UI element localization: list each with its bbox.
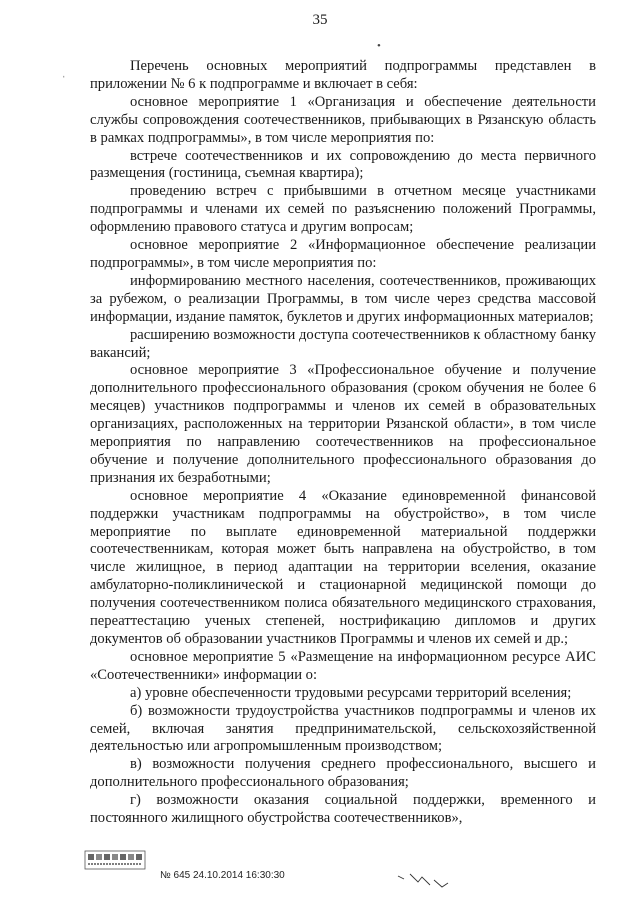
paragraph-measure-3: основное мероприятие 3 «Профессиональное обучение и получение дополнительного профессионального образования (сроком обучения не более 6 месяцев) участников подпрограммы и членов их семей в образовательных организациях, расположенных на территории Рязанской области», в том числе мероприятия по направлению соотечественников на профессиональное обучение и получение дополнительного профессионального образования до признания их безработными;: [90, 362, 596, 486]
paragraph-measure-5: основное мероприятие 5 «Размещение на информационном ресурсе АИС «Соотечественники» информации о:: [90, 648, 596, 683]
paragraph-measure-2: основное мероприятие 2 «Информационное обеспечение реализации подпрограммы», в том числе мероприятия по:: [90, 237, 596, 271]
paragraph-measure-4: основное мероприятие 4 «Оказание единовременной финансовой поддержки участникам подпрограммы на обустройство», в том числе мероприятие по выплате единовременной материальной поддержки соотечественникам, которая может быть направлена на обустройство, в том числе жилищное, в период адаптации на территории вселения, оказание амбулаторно-поликлинической и стационарной медицинской помощи до получения соотечественником полиса обязательного медицинского страхования, переаттестацию ученых степеней, нострификацию дипломов и других документов об образовании участников Программы и членов их семей и др.;: [90, 487, 596, 647]
registration-code: № 645 24.10.2014 16:30:30: [160, 870, 285, 881]
paragraph-measure-2b: расширению возможности доступа соотечественников к областному банку вакансий;: [90, 326, 596, 361]
scan-dot-mark: •: [377, 40, 381, 52]
signature-scribble-icon: [396, 868, 456, 890]
paragraph-measure-1a: встрече соотечественников и их сопровождению до места первичного размещения (гостиница, съемная квартира);: [90, 147, 596, 182]
list-item-a: а) уровне обеспеченности трудовыми ресурсами территорий вселения;: [130, 684, 572, 701]
paragraph-measure-2a: информированию местного населения, соотечественников, проживающих за рубежом, о реализации Программы, в том числе через средства массовой информации, издание памяток, буклетов и других информационных материалов;: [90, 272, 596, 325]
paragraph-measure-1: основное мероприятие 1 «Организация и обеспечение деятельности службы сопровождения соотечественников, прибывающих в Рязанскую область в рамках подпрограммы», в том числе мероприятия по:: [90, 93, 596, 146]
document-body: [90, 58, 596, 828]
office-stamp-icon: [84, 850, 146, 870]
list-item-v: в) возможности получения среднего профессионального, высшего и дополнительного профессионального образования;: [90, 756, 596, 791]
list-item-g: г) возможности оказания социальной поддержки, временного и постоянного жилищного обустройства соотечественников»,: [90, 792, 596, 827]
page-number: 35: [312, 12, 328, 28]
margin-tick-mark: ˌ: [62, 66, 66, 78]
paragraph-intro: Перечень основных мероприятий подпрограммы представлен в приложении № 6 к подпрограмме и включает в себя:: [90, 58, 596, 92]
paragraph-measure-1b: проведению встреч с прибывшими в отчетном месяце участниками подпрограммы и членами их семей по разъяснению положений Программы, оформлению правового статуса и другим вопросам;: [90, 183, 596, 236]
list-item-b: б) возможности трудоустройства участников подпрограммы и членов их семей, включая занятия предпринимательской, сельскохозяйственной деятельностью или агропромышленным производством;: [90, 702, 596, 755]
